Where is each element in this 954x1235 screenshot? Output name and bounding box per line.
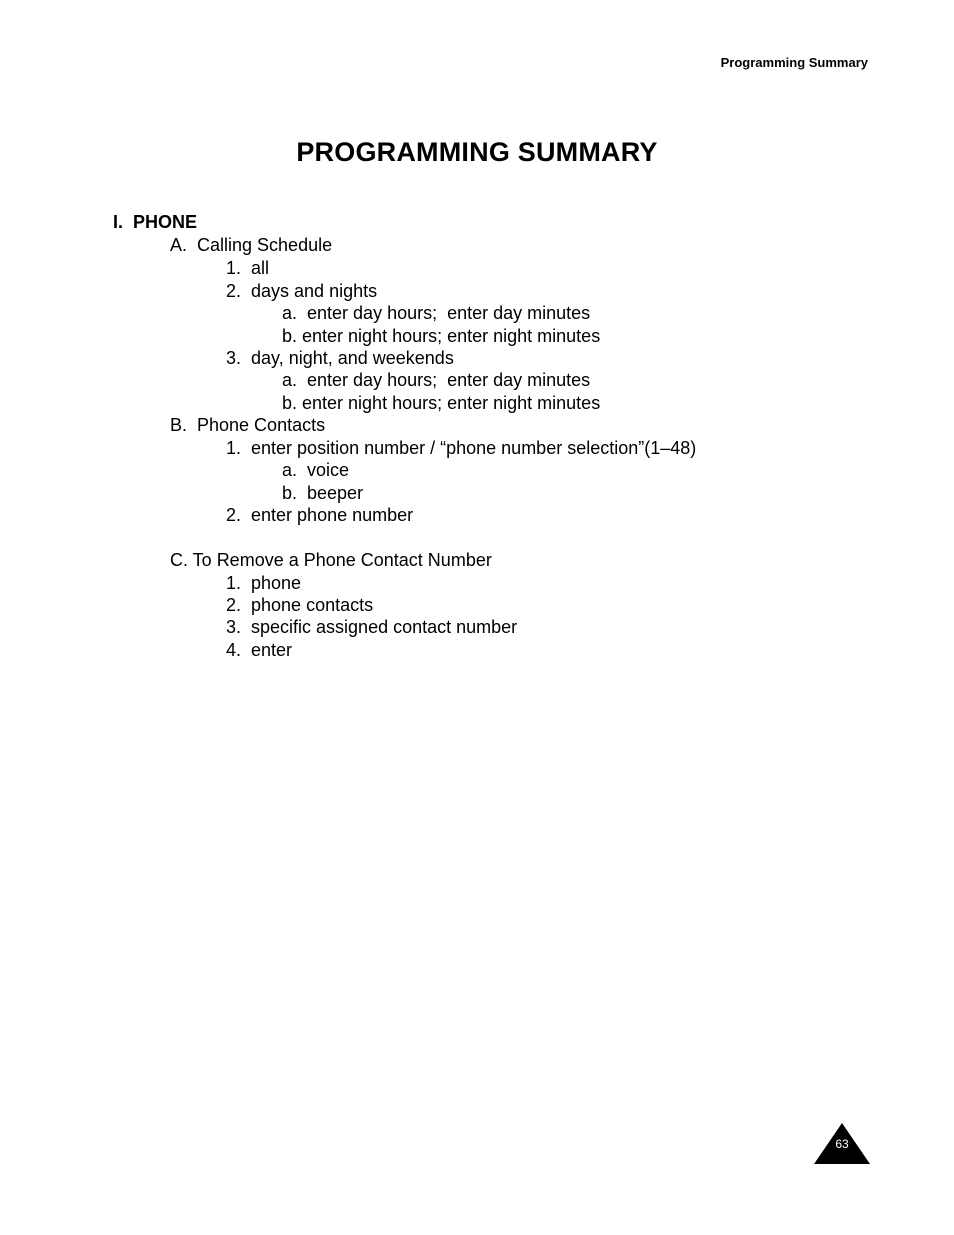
subsection-heading: A. Calling Schedule bbox=[170, 235, 333, 255]
list-subitem: a. enter day hours; enter day minutes bbox=[282, 303, 591, 323]
list-item: 3. day, night, and weekends bbox=[226, 348, 454, 368]
list-item: 1. enter position number / “phone number selection”(1–48) bbox=[226, 438, 697, 458]
list-item: 1. all bbox=[226, 258, 270, 278]
list-item: 2. phone contacts bbox=[226, 595, 374, 615]
list-item: 4. enter bbox=[226, 640, 293, 660]
list-item: 2. days and nights bbox=[226, 281, 378, 301]
subsection-heading: B. Phone Contacts bbox=[170, 415, 326, 435]
list-subitem: b. enter night hours; enter night minutes bbox=[282, 393, 601, 413]
list-subitem: b. enter night hours; enter night minutes bbox=[282, 326, 601, 346]
section-heading: I. PHONE bbox=[113, 212, 198, 232]
list-item: 1. phone bbox=[226, 573, 302, 593]
subsection-heading: C. To Remove a Phone Contact Number bbox=[170, 550, 492, 570]
running-header: Programming Summary bbox=[720, 55, 868, 70]
page-number: 63 bbox=[835, 1137, 849, 1151]
list-subitem: a. enter day hours; enter day minutes bbox=[282, 370, 591, 390]
list-subitem: b. beeper bbox=[282, 483, 364, 503]
list-subitem: a. voice bbox=[282, 460, 350, 480]
list-item: 3. specific assigned contact number bbox=[226, 617, 518, 637]
list-item: 2. enter phone number bbox=[226, 505, 414, 525]
page-title: PROGRAMMING SUMMARY bbox=[296, 137, 658, 167]
